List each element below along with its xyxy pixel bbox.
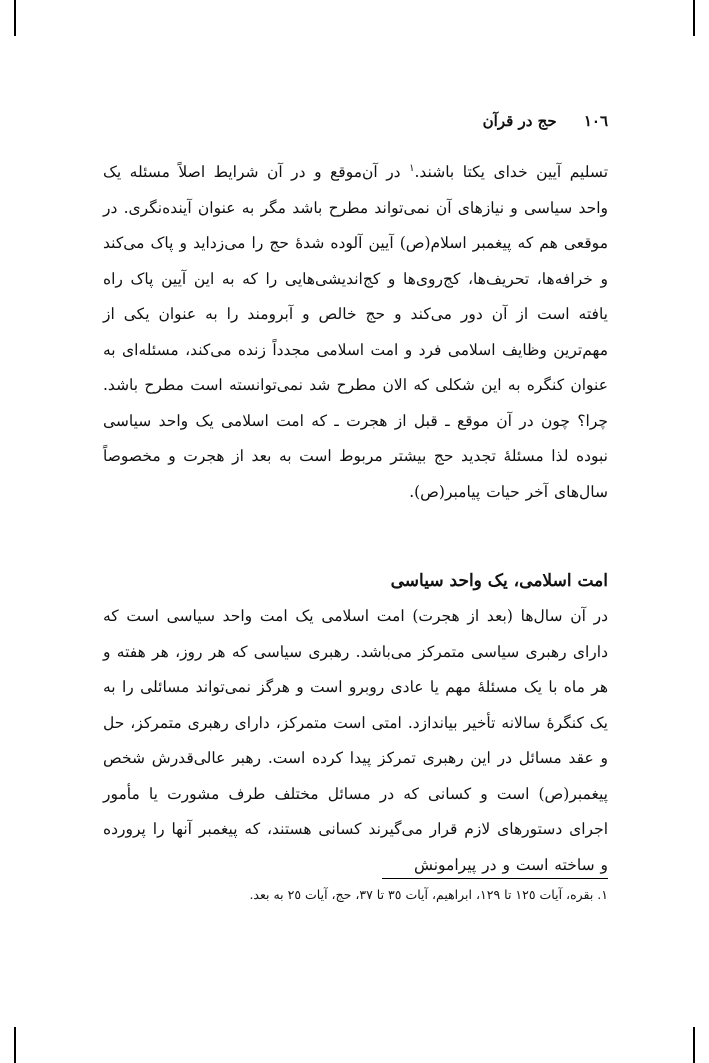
page-header xyxy=(103,112,608,142)
paragraph-1-text-start: تسلیم آیین خدای یکتا باشند. xyxy=(414,163,609,181)
paragraph-1-text-rest: در آن‌موقع و در آن شرایط اصلاً مسئله یک واحد سیاسی و نیازهای آن نمی‌تواند مطرح باشد مگر به عنوان آینده‌نگری. در موقعی هم که پیغمبر اسلام(ص) آیین آلوده شدهٔ حج را می‌زداید و پاک می‌کند و خرافه‌ها، تحریف‌ها، کج‌روی‌ها و کج‌اندیشی‌هایی را که به این آیین پاک راه یافته است از آن دور می‌کند و حج خالص و آبرومند را به عنوان یکی از مهم‌ترین وظایف اسلامی فرد و امت اسلامی مجدداً زنده می‌کند، مسئله‌ای به عنوان کنگره به این شکلی که الان مطرح شد نمی‌توانسته است مطرح باشد. چرا؟ چون در آن موقع ـ قبل از هجرت ـ که امت اسلامی یک واحد سیاسی نبوده لذا مسئلهٔ تجدید حج بیشتر مربوط است به بعد از هجرت و مخصوصاً سال‌های آخر حیات پیامبر(ص). xyxy=(103,163,608,501)
footnote-divider xyxy=(382,878,608,879)
section-title: امت اسلامی، یک واحد سیاسی xyxy=(390,571,608,591)
footnote-reference: ١ xyxy=(409,162,415,174)
page-number: ١٠٦ xyxy=(583,112,608,130)
section-paragraph: در آن سال‌ها (بعد از هجرت) امت اسلامی یک امت واحد سیاسی است که دارای رهبری سیاسی متمرکز می‌باشد. رهبری سیاسی که هر روز، هر هفته و هر ماه با یک مسئلهٔ مهم یا عادی روبرو است و هرگز نمی‌تواند مسائلی را به یک کنگرهٔ سالانه تأخیر بیاندازد. امتی است متمرکز، دارای رهبری متمرکز، حل و عقد مسائل در این رهبری تمرکز پیدا کرده است. رهبر عالی‌قدرش شخص پیغمبر(ص) است و کسانی که در مسائل مختلف طرف مشورت یا مأمور اجرای دستورهای لازم قرار می‌گیرند کسانی هستند، که پیغمبر آنها را پرورده و ساخته است و در پیرامونش xyxy=(103,607,608,874)
footnote: ١. بقره، آیات ١٢٥ تا ١٢٩، ابراهیم، آیات ٣٥ تا ٣٧، حج، آیات ٢٥ به بعد. xyxy=(249,887,608,902)
crop-mark-bottom-right-vertical xyxy=(693,1027,695,1063)
crop-mark-bottom-left-vertical xyxy=(14,1027,16,1063)
crop-mark-top-right-vertical xyxy=(693,0,695,36)
paragraph-1 xyxy=(103,155,608,510)
running-title: حج در قرآن xyxy=(482,112,557,130)
crop-mark-top-left-vertical xyxy=(14,0,16,36)
